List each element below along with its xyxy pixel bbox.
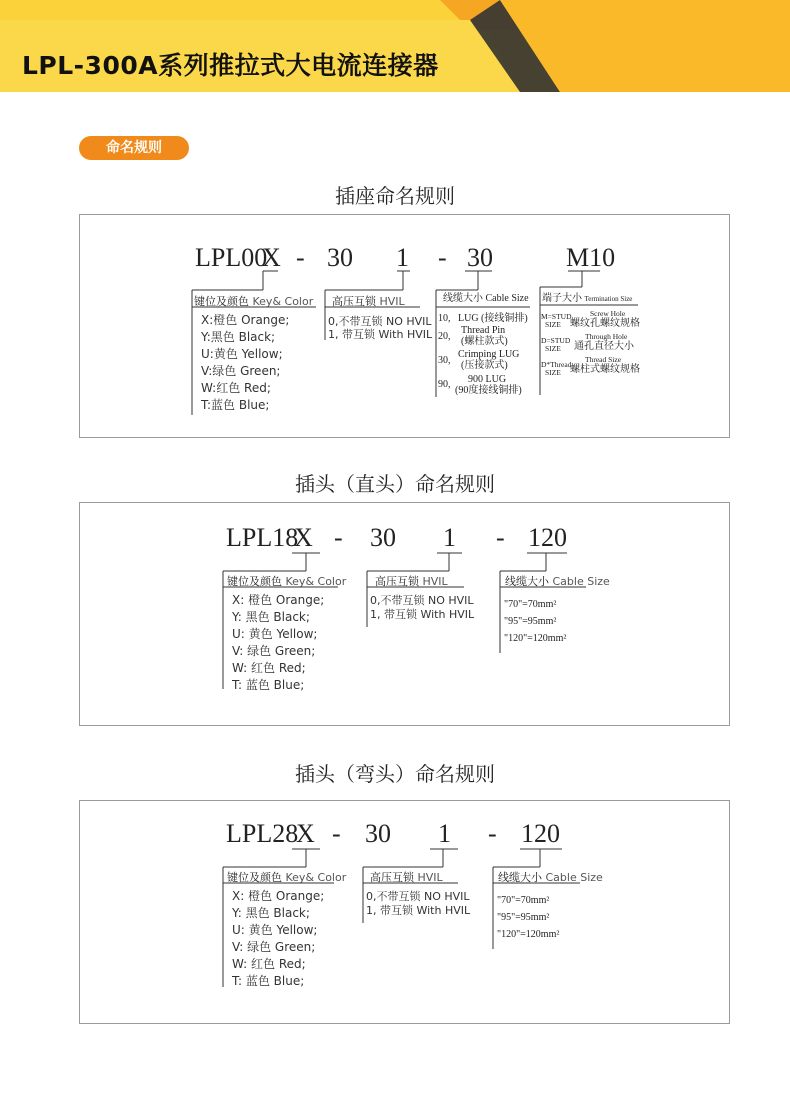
socket-cable-code: 10, <box>438 313 451 324</box>
bent-color-item: Y: 黑色 Black; <box>232 906 310 920</box>
socket-cable-code: 20, <box>438 331 451 342</box>
bent-color-item: V: 绿色 Green; <box>232 940 316 954</box>
socket-term-zh: 螺柱式螺纹规格 <box>570 364 640 375</box>
socket-term-label: 端子大小 Termination Size <box>542 293 633 304</box>
socket-hvil-item: 0,不带互锁 NO HVIL <box>328 315 432 328</box>
socket-color-item: T:蓝色 Blue; <box>201 398 270 412</box>
bent-code-1: 1 <box>438 819 451 848</box>
bent-cable-item: "70"=70mm² <box>497 895 550 906</box>
socket-code-30b: 30 <box>467 243 493 272</box>
socket-term-en: Screw Hole <box>590 309 626 318</box>
socket-term-en: Through Hole <box>585 332 628 341</box>
straight-code-dash1: - <box>334 523 343 552</box>
socket-rule-box <box>79 214 730 438</box>
straight-color-item: W: 红色 Red; <box>232 661 306 675</box>
bent-color-item: T: 蓝色 Blue; <box>232 974 305 988</box>
header-banner <box>0 0 790 92</box>
socket-cable-label: 线缆大小 Cable Size <box>443 293 529 304</box>
bent-hvil-label: 高压互锁 HVIL <box>370 871 443 884</box>
page-title: LPL-300A系列推拉式大电流连接器 <box>22 51 439 80</box>
straight-color-item: Y: 黑色 Black; <box>232 610 310 624</box>
straight-color-item: X: 橙色 Orange; <box>232 593 325 607</box>
bent-color-item: X: 橙色 Orange; <box>232 889 325 903</box>
bent-color-label: 键位及颜色 Key& Color <box>227 871 347 884</box>
socket-term-code: D=STUD <box>541 336 571 345</box>
bent-hvil-item: 1, 带互锁 With HVIL <box>366 904 471 917</box>
straight-code-x: X <box>294 523 313 552</box>
socket-color-item: W:红色 Red; <box>201 381 271 395</box>
straight-cable-item: "120"=120mm² <box>504 633 567 644</box>
bent-code-prefix: LPL28 <box>226 819 299 848</box>
straight-rule-box <box>79 502 730 726</box>
socket-term-code: SIZE <box>545 368 561 377</box>
socket-term-code: SIZE <box>545 344 561 353</box>
socket-cable-text: (90度接线铜排) <box>455 385 522 396</box>
socket-cable-text: (螺柱款式) <box>461 336 508 347</box>
socket-term-en: Thread Size <box>585 355 622 364</box>
straight-hvil-label: 高压互锁 HVIL <box>375 575 448 588</box>
straight-section-title: 插头（直头）命名规则 <box>295 472 495 496</box>
bent-code-120: 120 <box>521 819 560 848</box>
socket-color-item: V:绿色 Green; <box>201 364 281 378</box>
straight-cable-item: "70"=70mm² <box>504 599 557 610</box>
bent-cable-item: "95"=95mm² <box>497 912 550 923</box>
straight-hvil-item: 0,不带互锁 NO HVIL <box>370 594 474 607</box>
bent-cable-label: 线缆大小 Cable Size <box>498 871 603 884</box>
socket-section-title: 插座命名规则 <box>335 184 455 208</box>
socket-cable-text: (压接款式) <box>461 360 508 371</box>
straight-code-dash2: - <box>496 523 505 552</box>
straight-color-item: U: 黄色 Yellow; <box>232 627 318 641</box>
bent-color-item: W: 红色 Red; <box>232 957 306 971</box>
socket-hvil-item: 1, 带互锁 With HVIL <box>328 328 433 341</box>
socket-hvil-label: 高压互锁 HVIL <box>332 295 405 308</box>
bent-code-dash2: - <box>488 819 497 848</box>
socket-code-dash2: - <box>438 243 447 272</box>
bent-hvil-item: 0,不带互锁 NO HVIL <box>366 890 470 903</box>
socket-term-code: M=STUD <box>541 312 572 321</box>
bent-code-x: X <box>296 819 315 848</box>
section-pill: 命名规则 <box>79 136 189 160</box>
straight-color-item: V: 绿色 Green; <box>232 644 316 658</box>
socket-cable-text: Thread Pin <box>461 325 506 336</box>
socket-term-zh: 螺纹孔螺纹规格 <box>570 318 640 329</box>
socket-term-code: D*Thread <box>541 360 572 369</box>
socket-term-code: SIZE <box>545 320 561 329</box>
socket-color-item: X:橙色 Orange; <box>201 313 290 327</box>
straight-code-120: 120 <box>528 523 567 552</box>
socket-color-item: Y:黑色 Black; <box>201 330 276 344</box>
socket-color-item: U:黄色 Yellow; <box>201 347 283 361</box>
bent-color-item: U: 黄色 Yellow; <box>232 923 318 937</box>
socket-cable-text: LUG (接线铜排) <box>458 313 528 324</box>
bent-section-title: 插头（弯头）命名规则 <box>295 762 495 786</box>
straight-color-item: T: 蓝色 Blue; <box>232 678 305 692</box>
straight-color-label: 键位及颜色 Key& Color <box>227 575 347 588</box>
socket-code-1: 1 <box>396 243 409 272</box>
bent-cable-item: "120"=120mm² <box>497 929 560 940</box>
bent-code-dash1: - <box>332 819 341 848</box>
socket-color-label: 键位及颜色 Key& Color <box>194 295 314 308</box>
bent-code-30: 30 <box>365 819 391 848</box>
socket-code-dash1: - <box>296 243 305 272</box>
socket-code-x: X <box>262 243 281 272</box>
straight-code-30: 30 <box>370 523 396 552</box>
straight-cable-item: "95"=95mm² <box>504 616 557 627</box>
socket-cable-code: 30, <box>438 355 451 366</box>
socket-code-prefix: LPL00 <box>195 243 268 272</box>
socket-cable-code: 90, <box>438 379 451 390</box>
socket-code-30: 30 <box>327 243 353 272</box>
socket-code-m10: M10 <box>566 243 616 272</box>
bent-rule-box <box>79 800 730 1024</box>
socket-cable-text: 900 LUG <box>468 374 507 385</box>
straight-cable-label: 线缆大小 Cable Size <box>505 575 610 588</box>
socket-term-zh: 通孔直径大小 <box>574 341 634 352</box>
straight-code-prefix: LPL18 <box>226 523 299 552</box>
socket-cable-text: Crimping LUG <box>458 349 520 360</box>
straight-code-1: 1 <box>443 523 456 552</box>
straight-hvil-item: 1, 带互锁 With HVIL <box>370 608 475 621</box>
